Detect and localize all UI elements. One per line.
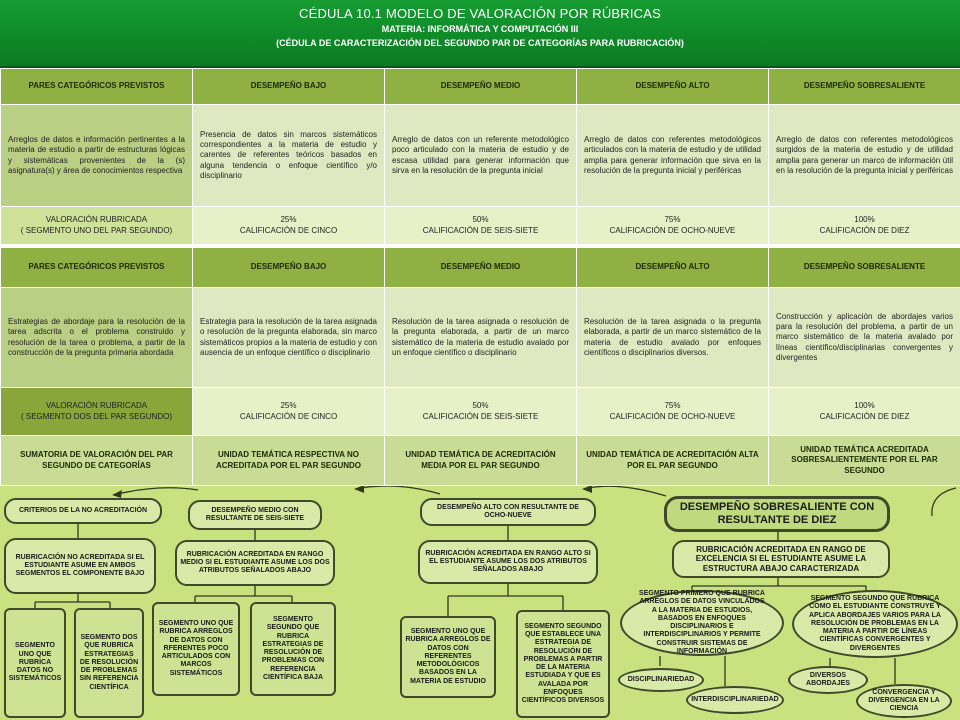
column-header: PARES CATEGÓRICOS PREVISTOS (1, 69, 193, 105)
table-row (1, 288, 960, 388)
rubric-table-segment-two (0, 247, 960, 486)
valuation-segment: ( SEGMENTO UNO DEL PAR SEGUNDO) (20, 225, 173, 235)
descriptor-cell: Construcción y aplicación de abordajes varios para la resolución del problema, a partir de un marco sistemático de la materia avalado por líneas científico/disciplinarias convergentes y divergentes (769, 288, 960, 388)
grade-cell (769, 388, 960, 436)
valuation-segment: ( SEGMENTO DOS DEL PAR SEGUNDO) (21, 411, 172, 421)
medium-segment-one: SEGMENTO UNO QUE RUBRICA ARREGLOS DE DATOS CON RFERENTES POCO ARTICULADOS CON MARCOS SISTEMÁTICOS (152, 602, 240, 696)
page-header (0, 0, 960, 68)
table-row (1, 105, 960, 207)
descriptor-cell: Presencia de datos sin marcos sistemáticos correspondientes a la materia de estudio y carentes de referentes teóricos basados en alguna tendencia o enfoque científico y/o disciplinario (193, 105, 385, 207)
grade-cell (769, 207, 960, 245)
descriptor-cell: Resolución de la tarea asignada o la pregunta elaborada, a partir de un marco sistemático de la materia de estudio avalado por enfoques científicos o disciplinarios diversos. (577, 288, 769, 388)
outstanding-rule: RUBRICACIÓN ACREDITADA EN RANGO DE EXCELENCIA SI EL ESTUDIANTE ASUME LA ESTRUCTURA ABAJO CARACTERIZADA (672, 540, 890, 578)
no-credit-segment-two: SEGMENTO DOS QUE RUBRICA ESTRATEGIAS DE RESOLUCIÓN DE PROBLEMAS SIN REFERENCIA CIENTÍFICA (74, 608, 144, 718)
column-header: DESEMPEÑO SOBRESALIENTE (769, 248, 960, 288)
column-header: DESEMPEÑO ALTO (577, 69, 769, 105)
summary-cell: UNIDAD TEMÁTICA DE ACREDITACIÓN ALTA POR EL PAR SEGUNDO (577, 436, 769, 486)
descriptor-cell: Arreglo de datos con referentes metodológicos surgidos de la materia de estudio y de utilidad amplia para generar un marco de información útil en la resolución de la pregunta inicial y periféricas (769, 105, 960, 207)
column-header: DESEMPEÑO BAJO (193, 248, 385, 288)
accreditation-diagram (0, 486, 960, 720)
medium-segment-two: SEGMENTO SEGUNDO QUE RUBRICA ESTRATEGIAS DE RESOLUCIÓN DE PROBLEMAS CON REFERENCIA CIENTÍFICA BAJA (250, 602, 336, 696)
grade-label: CALIFICACIÓN DE OCHO-NUEVE (609, 411, 736, 421)
no-credit-title: CRITERIOS DE LA NO ACREDITACIÓN (4, 498, 162, 524)
grade-percent: 25% (280, 215, 297, 225)
grade-label: CALIFICACIÓN DE DIEZ (819, 225, 910, 235)
summary-cell: UNIDAD TEMÁTICA ACREDITADA SOBRESALIENTEMENTE POR EL PAR SEGUNDO (769, 436, 960, 486)
valuation-title: VALORACIÓN RUBRICADA (45, 401, 148, 411)
valuation-label (1, 388, 193, 436)
page-caption: (CÉDULA DE CARACTERIZACIÓN DEL SEGUNDO PAR DE CATEGORÍAS PARA RUBRICACIÓN) (276, 38, 684, 48)
grade-label: CALIFICACIÓN DE CINCO (239, 225, 338, 235)
outstanding-title: DESEMPEÑO SOBRESALIENTE CON RESULTANTE DE DIEZ (664, 496, 890, 532)
grade-label: CALIFICACIÓN DE CINCO (239, 411, 338, 421)
no-credit-segment-one: SEGMENTO UNO QUE RUBRICA DATOS NO SISTEMÁTICOS (4, 608, 66, 718)
high-title: DESEMPEÑO ALTO CON RESULTANTE DE OCHO-NUEVE (420, 498, 596, 526)
category-cell: Arreglos de datos e información pertinentes a la materia de estudio a partir de estructuras lógicas y sistemáticas provenientes de la (s) asignatura(s) y área de conocimientos respectiva (1, 105, 193, 207)
grade-cell (577, 388, 769, 436)
page-subtitle: MATERIA: INFORMÁTICA Y COMPUTACIÓN III (381, 24, 579, 34)
grade-cell (193, 207, 385, 245)
column-header: PARES CATEGÓRICOS PREVISTOS (1, 248, 193, 288)
grade-label: CALIFICACIÓN DE OCHO-NUEVE (609, 225, 736, 235)
rubric-table-segment-one (0, 68, 960, 245)
valuation-row (1, 207, 960, 245)
column-header: DESEMPEÑO MEDIO (385, 69, 577, 105)
summary-cell: UNIDAD TEMÁTICA RESPECTIVA NO ACREDITADA POR EL PAR SEGUNDO (193, 436, 385, 486)
page-title: CÉDULA 10.1 MODELO DE VALORACIÓN POR RÚBRICAS (298, 6, 662, 21)
summary-cell: SUMATORIA DE VALORACIÓN DEL PAR SEGUNDO DE CATEGORÍAS (1, 436, 193, 486)
descriptor-cell: Arreglo de datos con un referente metodológico poco articulado con la materia de estudio y de escasa utilidad para generar información que sirva en la resolución de la pregunta inicial (385, 105, 577, 207)
grade-cell (385, 388, 577, 436)
column-header: DESEMPEÑO SOBRESALIENTE (769, 69, 960, 105)
grade-cell (193, 388, 385, 436)
leaf-diverse-approaches: DIVERSOS ABORDAJES (788, 666, 868, 694)
outstanding-segment-two: SEGMENTO SEGUNDO QUE RUBRICA COMO EL ESTUDIANTE CONSTRUYE Y APLICA ABORDAJES VARIOS PARA LA RESOLUCIÓN DE PROBLEMAS EN LA MATERIA A PARTIR DE LÍNEAS CIENTÍFICAS CONVERGENTES Y DIVERGENTES (792, 590, 958, 658)
grade-cell (577, 207, 769, 245)
grade-percent: 75% (664, 401, 681, 411)
column-header: DESEMPEÑO ALTO (577, 248, 769, 288)
descriptor-cell: Estrategia para la resolución de la tarea asignada o resolución de la pregunta elaborada, sin marco sistemáticos propios a la materia de estudio y con ausencia de un enfoque científico o disciplinario (193, 288, 385, 388)
column-header: DESEMPEÑO MEDIO (385, 248, 577, 288)
grade-label: CALIFICACIÓN DE DIEZ (819, 411, 910, 421)
descriptor-cell: Resolución de la tarea asignada o resolución de la pregunta elaborada, a partir de un marco sistemático de la materia de estudio avalado por un enfoque científico o disciplinario (385, 288, 577, 388)
column-header: DESEMPEÑO BAJO (193, 69, 385, 105)
outstanding-segment-one: SEGMENTO PRIMERO QUE RUBRICA ARREGLOS DE DATOS VINCULADOS A LA MATERIA DE ESTUDIOS, BASADOS EN ENFOQUES DISCIPLINARIOS E INTERDISCIPLINARIOS Y PERMITE CONSTRUIR SISTEMAS DE INFORMACIÓN (620, 590, 784, 656)
grade-percent: 50% (472, 401, 489, 411)
valuation-label (1, 207, 193, 245)
grade-percent: 100% (854, 215, 875, 225)
valuation-row (1, 388, 960, 436)
grade-percent: 100% (854, 401, 875, 411)
grade-percent: 25% (280, 401, 297, 411)
grade-percent: 50% (472, 215, 489, 225)
summary-row (1, 436, 960, 486)
high-segment-one: SEGMENTO UNO QUE RUBRICA ARREGLOS DE DATOS CON REFERENTES METODOLÓGICOS BASADOS EN LA MATERIA DE ESTUDIO (400, 616, 496, 698)
valuation-title: VALORACIÓN RUBRICADA (45, 215, 148, 225)
leaf-convergence-divergence: CONVERGENCIA Y DIVERGENCIA EN LA CIENCIA (856, 684, 952, 718)
grade-label: CALIFICACIÓN DE SEIS-SIETE (422, 411, 539, 421)
no-credit-rule: RUBRICACIÓN NO ACREDITADA SI EL ESTUDIANTE ASUME EN AMBOS SEGMENTOS EL COMPONENTE BAJO (4, 538, 156, 594)
medium-title: DESEMPEÑO MEDIO CON RESULTANTE DE SEIS-SIETE (188, 500, 322, 530)
summary-cell: UNIDAD TEMÁTICA DE ACREDITACIÓN MEDIA POR EL PAR SEGUNDO (385, 436, 577, 486)
high-segment-two: SEGMENTO SEGUNDO QUE ESTABLECE UNA ESTRATEGIA DE RESOLUCIÓN DE PROBLEMAS A PARTIR DE LA MATERIA ESTUDIADA Y QUE ES AVALADA POR ENFOQUES CIENTÍFICOS DIVERSOS (516, 610, 610, 718)
grade-label: CALIFICACIÓN DE SEIS-SIETE (422, 225, 539, 235)
table-header-row (1, 69, 960, 105)
high-rule: RUBRICACIÓN ACREDITADA EN RANGO ALTO SI EL ESTUDIANTE ASUME LOS DOS ATRIBUTOS SEÑALADOS ABAJO (418, 540, 598, 584)
leaf-disciplinariedad: DISCIPLINARIEDAD (618, 668, 704, 692)
grade-percent: 75% (664, 215, 681, 225)
medium-rule: RUBRICACIÓN ACREDITADA EN RANGO MEDIO SI EL ESTUDIANTE ASUME LOS DOS ATRIBUTOS SEÑALADOS ABAJO (175, 540, 335, 586)
leaf-interdisciplinariedad: INTERDISCIPLINARIEDAD (686, 686, 784, 714)
descriptor-cell: Arreglo de datos con referentes metodológicos articulados con la materia de estudio y de utilidad amplia para generar información que sirva en la resolución de la pregunta inicial y periféricas (577, 105, 769, 207)
grade-cell (385, 207, 577, 245)
table-header-row (1, 248, 960, 288)
category-cell: Estrategias de abordaje para la resolución de la tarea adscrita o el problema construido y resolución de la tarea o problema, a partir de la construcción de la pregunta primaria abordada (1, 288, 193, 388)
